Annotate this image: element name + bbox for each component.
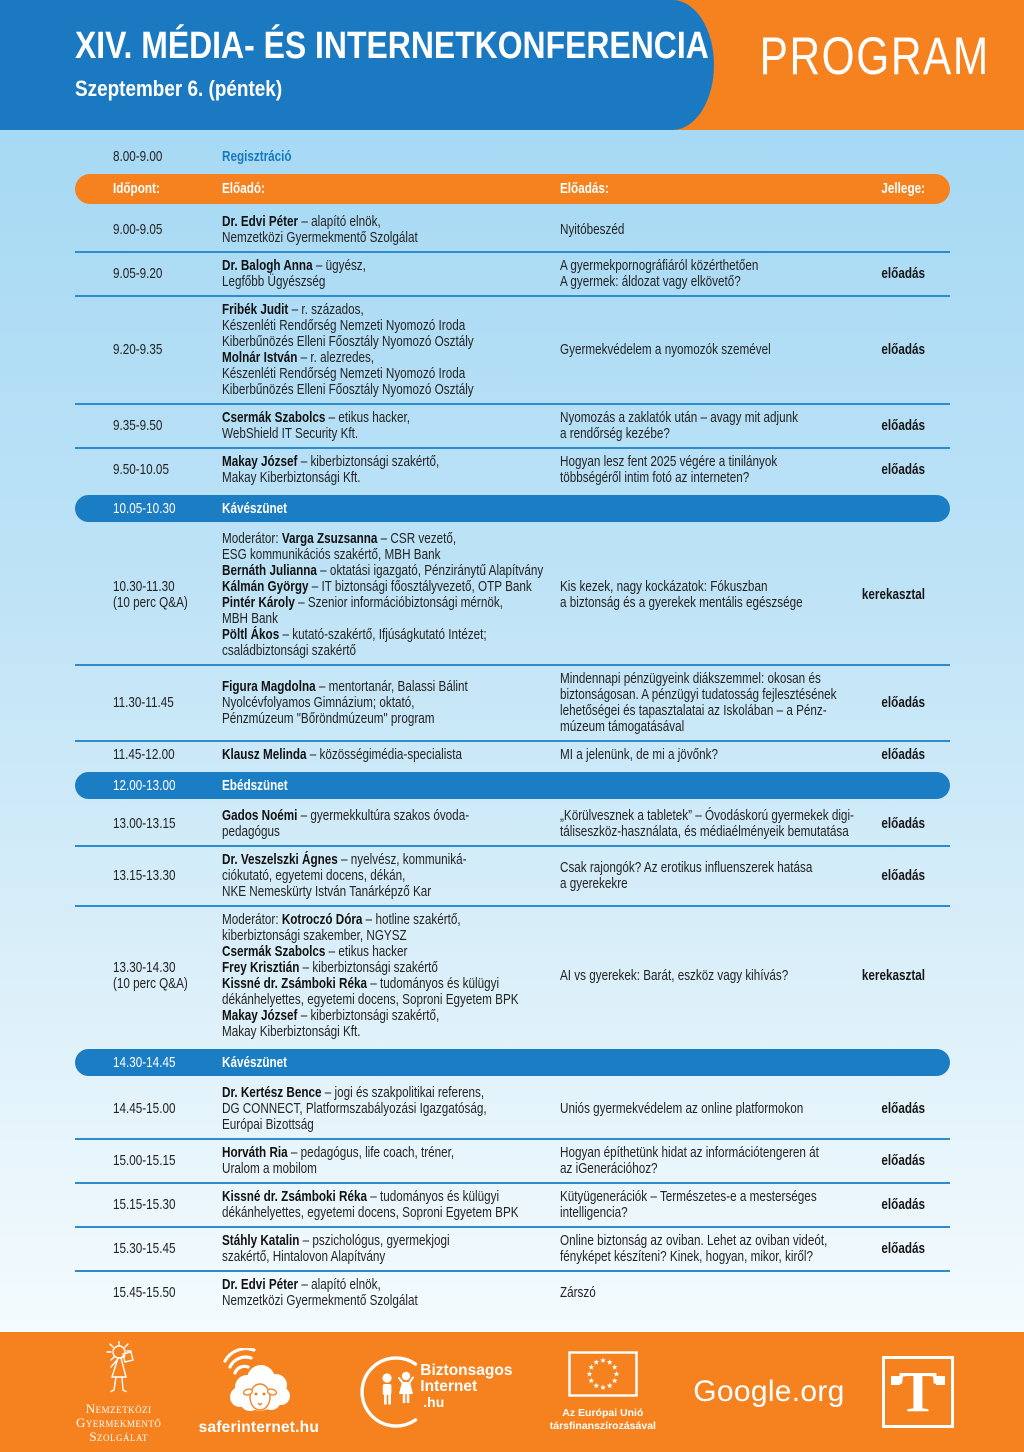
- speaker-cell: [222, 747, 560, 763]
- biztonsagos-label-line3: .hu: [423, 1393, 445, 1410]
- schedule-row: [75, 1272, 950, 1314]
- speaker-line: Dr. Veszelszki Ágnes – nyelvész, kommuniká-: [222, 851, 467, 868]
- speaker-line: Legfőbb Ügyészség: [222, 273, 326, 290]
- type-cell: [840, 747, 950, 763]
- time-text: 15.30-15.45: [113, 1240, 176, 1257]
- speaker-line: Készenléti Rendőrség Nemzeti Nyomozó Iroda: [222, 317, 466, 334]
- schedule-row: [75, 847, 950, 907]
- speaker-line: Moderátor: Kotroczó Dóra – hotline szakértő,: [222, 911, 461, 928]
- speaker-cell: [222, 454, 560, 486]
- time-text: 9.50-10.05: [113, 461, 169, 478]
- speaker-line: Kiberbűnözés Elleni Főosztály Nyomozó Osztály: [222, 333, 474, 350]
- type-cell: [840, 695, 950, 711]
- type-label: előadás: [881, 461, 925, 478]
- speaker-line: Bernáth Julianna – oktatási igazgató, Pénziránytű Alapítvány: [222, 562, 544, 579]
- time-cell: [75, 266, 222, 282]
- speaker-line: Makay József – kiberbiztonsági szakértő,: [222, 453, 440, 470]
- speaker-line: NKE Nemeskürty István Tanárképző Kar: [222, 883, 432, 900]
- conference-title: XIV. MÉDIA- ÉS INTERNETKONFERENCIA: [75, 25, 709, 67]
- ngysz-label-line1: Nemzetközi: [85, 1400, 152, 1416]
- speaker-line: Horváth Ria – pedagógus, life coach, tréner,: [222, 1144, 455, 1161]
- col-header-type: Jellege:: [881, 180, 925, 197]
- speaker-cell: [222, 214, 560, 246]
- speaker-line: Makay Kiberbiztonsági Kft.: [222, 469, 361, 486]
- speaker-line: Moderátor: Varga Zsuzsanna – CSR vezető,: [222, 530, 457, 547]
- speaker-cell: [222, 852, 560, 900]
- speaker-line: Fribék Judit – r. százados,: [222, 301, 364, 318]
- talk-cell: [560, 1145, 840, 1177]
- time-cell: [75, 1241, 222, 1257]
- talk-cell: [560, 1101, 840, 1117]
- speaker-cell: [222, 1233, 560, 1265]
- type-label: előadás: [881, 694, 925, 711]
- eu-star-icon: [588, 1364, 594, 1370]
- talk-cell: [560, 222, 840, 238]
- speaker-line: dékánhelyettes, egyetemi docens, Soproni Egyetem BPK: [222, 991, 519, 1008]
- talk-cell: [560, 968, 840, 984]
- type-label: előadás: [881, 1240, 925, 1257]
- speaker-cell: [222, 1189, 560, 1221]
- speaker-line: Nemzetközi Gyermekmentő Szolgálat: [222, 229, 418, 246]
- break-label-cell: [222, 501, 560, 517]
- speaker-cell: [222, 679, 560, 727]
- time-text: 15.45-15.50: [113, 1284, 176, 1301]
- talk-line: a gyerekekre: [560, 875, 628, 892]
- time-cell: [75, 418, 222, 434]
- speaker-line: pedagógus: [222, 823, 280, 840]
- eu-star-icon: [586, 1371, 592, 1377]
- type-label: előadás: [881, 1152, 925, 1169]
- eu-star-icon: [593, 1383, 599, 1389]
- time-cell: [75, 695, 222, 711]
- talk-cell: [560, 454, 840, 486]
- schedule-row: [75, 405, 950, 449]
- type-cell: [840, 868, 950, 884]
- time-text: 13.00-13.15: [113, 815, 176, 832]
- schedule-row: [75, 253, 950, 297]
- talk-line: MI a jelenünk, de mi a jövőnk?: [560, 746, 719, 763]
- break-time: 10.05-10.30: [113, 499, 176, 517]
- time-cell: [75, 149, 222, 165]
- break-time: 14.30-14.45: [113, 1053, 176, 1071]
- speaker-line: Pénzmúzeum "Bőröndmúzeum" program: [222, 710, 435, 727]
- registration-label-cell: [222, 149, 560, 165]
- col-header-time: Időpont:: [113, 180, 160, 197]
- break-label-cell: [222, 778, 560, 794]
- time-cell: [75, 816, 222, 832]
- speaker-line: WebShield IT Security Kft.: [222, 425, 359, 442]
- speaker-cell: [222, 410, 560, 442]
- speaker-line: Dr. Balogh Anna – ügyész,: [222, 257, 366, 274]
- speaker-line: dékánhelyettes, egyetemi docens, Soproni Egyetem BPK: [222, 1204, 519, 1221]
- talk-line: A gyermekpornográfiáról közérthetően: [560, 257, 759, 274]
- speaker-line: Makay Kiberbiztonsági Kft.: [222, 1023, 361, 1040]
- speaker-cell: [222, 302, 560, 398]
- eu-star-icon: [607, 1359, 613, 1365]
- time-text: 9.00-9.05: [113, 221, 163, 238]
- type-label: előadás: [881, 1100, 925, 1117]
- talk-line: Nyomozás a zaklatók után – avagy mit adjunk: [560, 409, 799, 426]
- telekom-logo: [882, 1356, 954, 1428]
- speaker-line: szakértő, Hintalovon Alapítvány: [222, 1248, 386, 1265]
- speaker-line: Klausz Melinda – közösségimédia-specialista: [222, 746, 462, 763]
- talk-cell: [560, 807, 854, 840]
- eu-star-icon: [600, 1357, 606, 1363]
- schedule-row: [75, 1184, 950, 1228]
- talk-line: fényképet készíteni? Kinek, hogyan, mikor, kiről?: [560, 1248, 813, 1265]
- ngysz-label-line3: Szolgálat: [89, 1428, 149, 1444]
- type-label: előadás: [881, 341, 925, 358]
- schedule-row: [75, 1140, 950, 1184]
- speaker-line: Stáhly Katalin – pszichológus, gyermekjogi: [222, 1232, 450, 1249]
- saferinternet-logo: [199, 1348, 319, 1437]
- schedule-body: [0, 130, 1024, 1332]
- speaker-line: Készenléti Rendőrség Nemzeti Nyomozó Iroda: [222, 365, 466, 382]
- schedule-row: [75, 526, 950, 666]
- speaker-line: Csermák Szabolcs – etikus hacker: [222, 943, 408, 960]
- speaker-line: Gados Noémi – gyermekkultúra szakos óvoda-: [222, 807, 470, 824]
- ngysz-logo: [76, 1341, 161, 1444]
- type-cell: [840, 418, 950, 434]
- eu-star-icon: [600, 1384, 606, 1390]
- eu-cofunding-label: [550, 1407, 656, 1433]
- type-cell: [840, 342, 950, 358]
- col-header-talk: Előadás:: [560, 180, 609, 197]
- talk-line: táliseszköz-használata, és médiaélményeik bemutatása: [560, 823, 849, 840]
- eu-star-icon: [612, 1364, 618, 1370]
- break-label: Kávészünet: [222, 1053, 288, 1071]
- type-cell: [840, 968, 950, 984]
- time-text: 9.35-9.50: [113, 417, 163, 434]
- eu-star-icon: [612, 1378, 618, 1384]
- google-org-label: Google.org: [693, 1375, 845, 1408]
- talk-cell: [560, 671, 840, 735]
- break-row: [75, 495, 950, 522]
- registration-time: 8.00-9.00: [113, 148, 163, 165]
- eu-flag-icon: [568, 1351, 638, 1397]
- speaker-line: Kissné dr. Zsámboki Réka – tudományos és külügyi: [222, 975, 500, 992]
- break-label: Kávészünet: [222, 499, 288, 517]
- conference-date: Szeptember 6. (péntek): [75, 76, 283, 101]
- speaker-line: DG CONNECT, Platformszabályozási Igazgatóság,: [222, 1100, 487, 1117]
- speaker-line: Uralom a mobilom: [222, 1160, 317, 1177]
- eu-cofunding-logo: [550, 1351, 656, 1433]
- speaker-line: Kiberbűnözés Elleni Főosztály Nyomozó Osztály: [222, 381, 474, 398]
- talk-line: Hogyan építhetünk hidat az információtengeren át: [560, 1144, 819, 1161]
- speaker-line: Nemzetközi Gyermekmentő Szolgálat: [222, 1292, 418, 1309]
- break-time: 12.00-13.00: [113, 776, 176, 794]
- talk-cell: [560, 579, 840, 611]
- type-label: előadás: [881, 265, 925, 282]
- table-header: [75, 174, 950, 204]
- time-text: 11.30-11.45: [113, 694, 174, 711]
- talk-line: többségéről intim fotó az interneten?: [560, 469, 750, 486]
- telekom-t-icon: T: [898, 1359, 938, 1424]
- time-cell: [75, 462, 222, 478]
- biztonsagos-label-line2: Internet: [420, 1377, 478, 1395]
- talk-cell: [560, 1189, 840, 1221]
- time-text: 13.30-14.30: [113, 959, 176, 976]
- time-cell: [75, 1055, 222, 1071]
- col-header-speaker: Előadó:: [222, 180, 265, 197]
- eu-label-line2: társfinanszírozásával: [549, 1420, 656, 1432]
- talk-line: Kis kezek, nagy kockázatok: Fókuszban: [560, 578, 768, 595]
- speaker-line: MBH Bank: [222, 610, 278, 627]
- type-label: előadás: [881, 417, 925, 434]
- type-label: kerekasztal: [861, 967, 925, 984]
- speaker-cell: [222, 1085, 560, 1133]
- time-cell: [75, 501, 222, 517]
- time-qa-text: (10 perc Q&A): [113, 975, 188, 992]
- time-text: 13.15-13.30: [113, 867, 176, 884]
- registration-label: Regisztráció: [222, 148, 292, 165]
- schedule-row: [75, 803, 950, 847]
- ngysz-label-line2: Gyermekmentő: [76, 1414, 162, 1430]
- speaker-cell: [222, 1277, 560, 1309]
- time-cell: [75, 579, 222, 611]
- time-cell: [75, 1153, 222, 1169]
- speaker-line: Molnár István – r. alezredes,: [222, 349, 375, 366]
- time-cell: [75, 342, 222, 358]
- wifi-arcs-icon: [225, 1348, 254, 1372]
- eu-star-icon: [613, 1371, 619, 1377]
- schedule-row: [75, 449, 950, 491]
- schedule-row: [75, 1080, 950, 1140]
- google-org-logo: [693, 1375, 844, 1409]
- break-row: [75, 1049, 950, 1076]
- schedule-row: [75, 1228, 950, 1272]
- type-label: előadás: [881, 815, 925, 832]
- speaker-line: Dr. Edvi Péter – alapító elnök,: [222, 1276, 381, 1293]
- header: [0, 0, 1024, 130]
- speaker-line: Makay József – kiberbiztonsági szakértő,: [222, 1007, 440, 1024]
- talk-cell: [560, 1233, 840, 1265]
- biztonsagosinternet-logo: [356, 1352, 512, 1432]
- program-label: PROGRAM: [759, 27, 990, 86]
- talk-line: a biztonság és a gyerekek mentális egészsége: [560, 594, 803, 611]
- speaker-line: Dr. Kertész Bence – jogi és szakpolitikai referens,: [222, 1084, 485, 1101]
- time-cell: [75, 1285, 222, 1301]
- talk-line: biztonságosan. A pénzügyi tudatosság fejlesztésének: [560, 686, 837, 703]
- time-cell: [75, 778, 222, 794]
- time-cell: [75, 1197, 222, 1213]
- registration-row: [75, 144, 950, 174]
- speaker-line: ESG kommunikációs szakértő, MBH Bank: [222, 546, 441, 563]
- speaker-line: Figura Magdolna – mentortanár, Balassi Bálint: [222, 678, 468, 695]
- speaker-line: Kissné dr. Zsámboki Réka – tudományos és külügyi: [222, 1188, 500, 1205]
- speaker-line: Nyolcévfolyamos Gimnázium; oktató,: [222, 694, 415, 711]
- speaker-line: Pintér Károly – Szenior információbiztonsági mérnök,: [222, 594, 503, 611]
- schedule-row: [75, 907, 950, 1045]
- time-cell: [75, 868, 222, 884]
- time-cell: [75, 1101, 222, 1117]
- time-text: 11.45-12.00: [113, 746, 175, 763]
- talk-line: lehetőségei és tapasztalatai az Iskolában – a Pénz-: [560, 702, 827, 719]
- talk-line: Nyitóbeszéd: [560, 221, 625, 238]
- speaker-cell: [222, 808, 560, 840]
- eu-star-icon: [593, 1359, 599, 1365]
- talk-cell: [560, 1285, 840, 1301]
- time-cell: [75, 222, 222, 238]
- talk-cell: [560, 860, 840, 892]
- talk-line: Uniós gyermekvédelem az online platformokon: [560, 1100, 804, 1117]
- talk-line: „Körülvesznek a tabletek” – Óvodáskorú gyermekek digi-: [560, 807, 854, 824]
- type-cell: [840, 1153, 950, 1169]
- break-label-cell: [222, 1055, 560, 1071]
- talk-line: az iGenerációhoz?: [560, 1160, 658, 1177]
- eu-label-line1: Az Európai Unió: [562, 1407, 644, 1419]
- type-cell: [840, 266, 950, 282]
- schedule-rows: [75, 209, 950, 1314]
- talk-line: Zárszó: [560, 1284, 596, 1301]
- time-text: 9.05-9.20: [113, 265, 163, 282]
- speaker-line: Pöltl Ákos – kutató-szakértő, Ifjúságkutató Intézet;: [222, 626, 487, 643]
- speaker-line: Kálmán György – IT biztonsági főosztályvezető, OTP Bank: [222, 578, 532, 595]
- time-cell: [75, 747, 222, 763]
- type-label: kerekasztal: [861, 586, 925, 603]
- sheep-icon: [213, 1348, 305, 1412]
- time-text: 14.45-15.00: [113, 1100, 176, 1117]
- footer: [0, 1332, 1024, 1452]
- type-cell: [840, 462, 950, 478]
- talk-line: Hogyan lesz fent 2025 végére a tinilányok: [560, 453, 778, 470]
- talk-line: intelligencia?: [560, 1204, 628, 1221]
- time-cell: [75, 960, 222, 992]
- speaker-cell: [222, 912, 560, 1040]
- type-label: előadás: [881, 1196, 925, 1213]
- schedule-row: [75, 742, 950, 768]
- biztonsagos-label-line1: Biztonsagos: [420, 1361, 513, 1379]
- talk-line: a rendőrség kezébe?: [560, 425, 670, 442]
- time-text: 15.00-15.15: [113, 1152, 176, 1169]
- talk-line: A gyermek: áldozat vagy elkövető?: [560, 273, 741, 290]
- type-cell: [840, 1241, 950, 1257]
- talk-line: Kütyügenerációk – Természetes-e a mesterséges: [560, 1188, 817, 1205]
- speaker-line: Európai Bizottság: [222, 1116, 314, 1133]
- time-qa-text: (10 perc Q&A): [113, 594, 188, 611]
- time-text: 15.15-15.30: [113, 1196, 176, 1213]
- eu-star-icon: [607, 1383, 613, 1389]
- type-label: előadás: [881, 867, 925, 884]
- talk-line: Csak rajongók? Az erotikus influenszerek hatása: [560, 859, 813, 876]
- schedule-row: [75, 666, 950, 742]
- type-cell: [840, 816, 950, 832]
- speaker-line: Frey Krisztián – kiberbiztonsági szakértő: [222, 959, 438, 976]
- speaker-line: kiberbiztonsági szakember, NGYSZ: [222, 927, 407, 944]
- saferinternet-label: saferinternet.hu: [198, 1418, 320, 1436]
- eu-star-icon: [588, 1378, 594, 1384]
- time-text: 10.30-11.30: [113, 578, 175, 595]
- child-figure-icon: [94, 1341, 144, 1395]
- time-text: 9.20-9.35: [113, 341, 163, 358]
- talk-line: Mindennapi pénzügyeink diákszemmel: okosan és: [560, 670, 821, 687]
- talk-line: Gyermekvédelem a nyomozók szemével: [560, 341, 771, 358]
- talk-line: Online biztonság az oviban. Lehet az oviban videót,: [560, 1232, 828, 1249]
- speaker-line: Dr. Edvi Péter – alapító elnök,: [222, 213, 381, 230]
- schedule-row: [75, 297, 950, 405]
- type-label: előadás: [881, 746, 925, 763]
- type-cell: [840, 587, 950, 603]
- speaker-line: Csermák Szabolcs – etikus hacker,: [222, 409, 410, 426]
- speaker-line: ciókutató, egyetemi docens, dékán,: [222, 867, 406, 884]
- schedule-row: [75, 209, 950, 253]
- speaker-cell: [222, 258, 560, 290]
- break-row: [75, 772, 950, 799]
- speaker-cell: [222, 1145, 560, 1177]
- talk-line: AI vs gyerekek: Barát, eszköz vagy kihívás?: [560, 967, 789, 984]
- type-cell: [840, 1101, 950, 1117]
- speaker-cell: [222, 531, 560, 659]
- talk-cell: [560, 258, 840, 290]
- talk-line: múzeum támogatásával: [560, 718, 685, 735]
- type-cell: [840, 1197, 950, 1213]
- talk-cell: [560, 410, 840, 442]
- break-label: Ebédszünet: [222, 776, 288, 794]
- talk-cell: [560, 342, 840, 358]
- speaker-line: családbiztonsági szakértő: [222, 642, 356, 659]
- talk-cell: [560, 747, 840, 763]
